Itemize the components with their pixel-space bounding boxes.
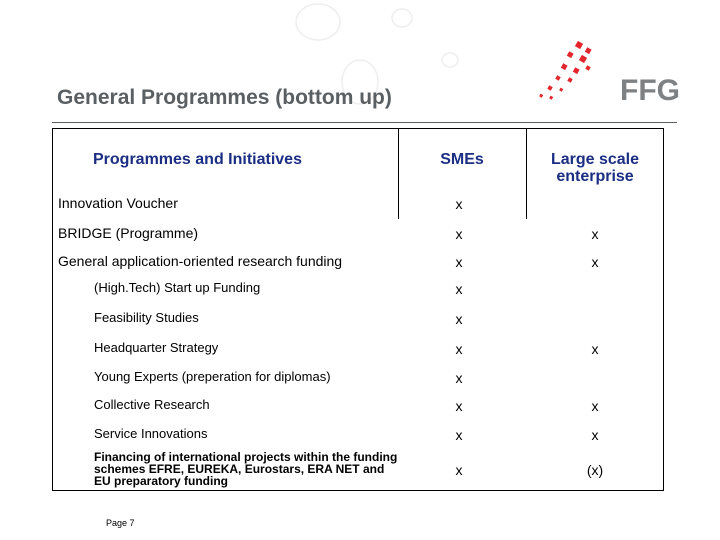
row-label: Financing of international projects within the funding schemes EFRE, EUREKA, Eurostars, ERA NET and EU preparatory funding xyxy=(94,450,398,488)
row-label: Headquarter Strategy xyxy=(94,340,219,355)
large-cell: x xyxy=(591,226,599,242)
row-label: General application-oriented research funding xyxy=(58,253,343,269)
header-smes: SMEs xyxy=(440,151,484,168)
large-cell: x xyxy=(591,254,599,270)
large-cell: x xyxy=(591,341,599,357)
title-divider xyxy=(52,122,677,123)
sme-cell: x xyxy=(455,281,463,297)
row-label: Innovation Voucher xyxy=(58,195,178,211)
sme-cell: x xyxy=(455,254,463,270)
row-label: Young Experts (preperation for diplomas) xyxy=(94,369,331,384)
sme-cell: x xyxy=(455,398,463,414)
sme-cell: x xyxy=(455,341,463,357)
sme-cell: x xyxy=(455,196,463,212)
sme-cell: x xyxy=(455,427,463,443)
logo-text: FFG xyxy=(620,74,680,107)
large-cell: (x) xyxy=(586,462,604,478)
ffg-logo xyxy=(528,38,708,108)
sme-cell: x xyxy=(455,462,463,478)
large-cell: x xyxy=(591,398,599,414)
large-cell: x xyxy=(591,427,599,443)
header-large-enterprise: Large scale enterprise xyxy=(550,151,640,185)
row-label: Feasibility Studies xyxy=(94,310,199,325)
page-number: Page 7 xyxy=(106,518,135,528)
row-label: Collective Research xyxy=(94,397,210,412)
sme-cell: x xyxy=(455,311,463,327)
column-divider-large xyxy=(526,128,527,219)
sme-cell: x xyxy=(455,370,463,386)
header-programmes: Programmes and Initiatives xyxy=(93,151,302,168)
sme-cell: x xyxy=(455,226,463,242)
row-label: (High.Tech) Start up Funding xyxy=(94,280,261,295)
column-divider-smes xyxy=(398,128,399,219)
row-label: BRIDGE (Programme) xyxy=(58,225,199,241)
row-label: Service Innovations xyxy=(94,426,208,441)
page-title: General Programmes (bottom up) xyxy=(57,86,392,109)
